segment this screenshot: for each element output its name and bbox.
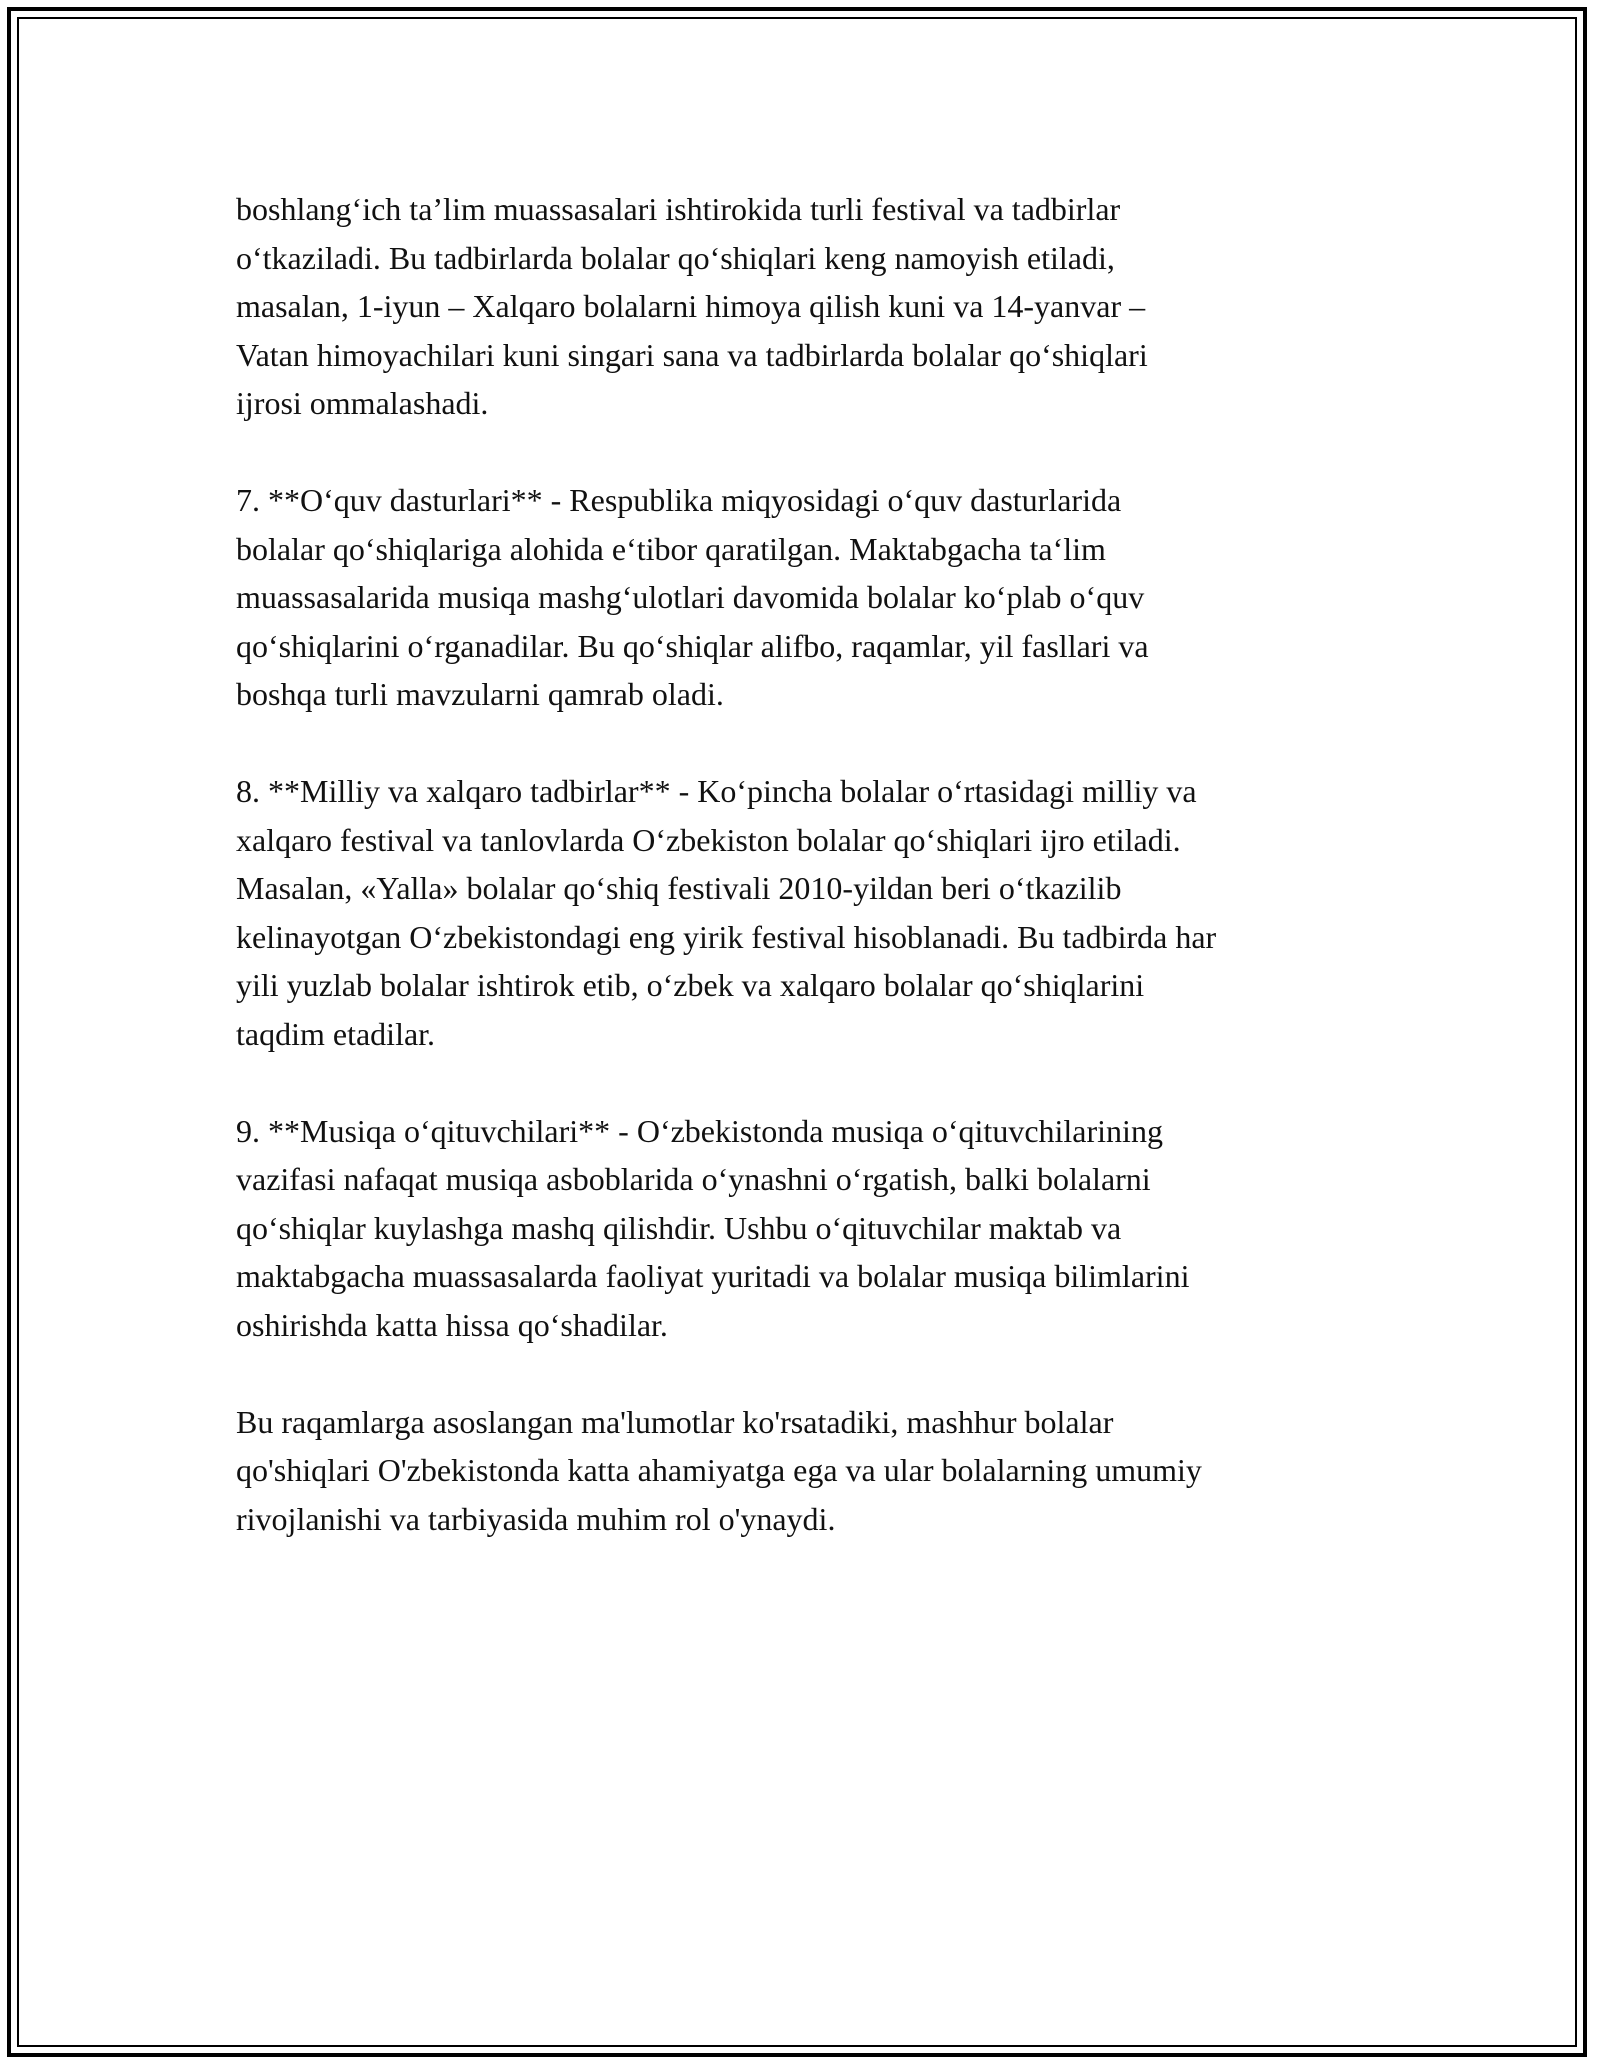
text-line: xalqaro festival va tanlovlarda O‘zbekiston bolalar qo‘shiqlari ijro etiladi. — [236, 821, 1181, 858]
paragraph-item-8 — [236, 767, 1366, 1058]
text-line: vazifasi nafaqat musiqa asboblarida o‘ynashni o‘rgatish, balki bolalarni — [236, 1161, 1151, 1197]
text-line: bolalar qo‘shiqlariga alohida e‘tibor qaratilgan. Maktabgacha ta‘lim — [236, 530, 1106, 567]
text-line: masalan, 1-iyun – Xalqaro bolalarni himoya qilish kuni va 14-yanvar – — [236, 288, 1146, 324]
text-line: rivojlanishi va tarbiyasida muhim rol o'ynaydi. — [236, 1500, 836, 1537]
paragraph-item-7 — [236, 476, 1366, 719]
text-line: muassasalarida musiqa mashg‘ulotlari davomida bolalar ko‘plab o‘quv — [236, 579, 1145, 615]
text-line: kelinayotgan O‘zbekistondagi eng yirik festival hisoblanadi. Bu tadbirda har — [236, 918, 1217, 955]
text-line: Bu raqamlarga asoslangan ma'lumotlar ko'rsatadiki, mashhur bolalar — [236, 1403, 1114, 1440]
paragraph-item-9 — [236, 1107, 1366, 1350]
text-line: ijrosi ommalashadi. — [236, 385, 489, 421]
text-line: yili yuzlab bolalar ishtirok etib, o‘zbek va xalqaro bolalar qo‘shiqlarini — [236, 967, 1145, 1003]
text-line: boshqa turli mavzularni qamrab oladi. — [236, 676, 724, 712]
text-line: qo‘shiqlar kuylashga mashq qilishdir. Ushbu o‘qituvchilar maktab va — [236, 1209, 1122, 1246]
text-line: 7. **O‘quv dasturlari** - Respublika miqyosidagi o‘quv dasturlarida — [236, 482, 1122, 518]
text-line: 9. **Musiqa o‘qituvchilari** - O‘zbekistonda musiqa o‘qituvchilarining — [236, 1112, 1163, 1149]
text-line: qo'shiqlari O'zbekistonda katta ahamiyatga ega va ular bolalarning umumiy — [236, 1452, 1202, 1488]
text-line: o‘tkaziladi. Bu tadbirlarda bolalar qo‘shiqlari keng namoyish etiladi, — [236, 239, 1115, 276]
paragraph-festivals-continued — [236, 185, 1366, 428]
document-body — [236, 185, 1366, 1543]
text-line: maktabgacha muassasalarda faoliyat yuritadi va bolalar musiqa bilimlarini — [236, 1258, 1190, 1294]
text-line: boshlang‘ich ta’lim muassasalari ishtirokida turli festival va tadbirlar — [236, 191, 1121, 227]
text-line: oshirishda katta hissa qo‘shadilar. — [236, 1306, 668, 1343]
paragraph-conclusion — [236, 1398, 1366, 1544]
text-line: taqdim etadilar. — [236, 1015, 436, 1052]
text-line: qo‘shiqlarini o‘rganadilar. Bu qo‘shiqlar alifbo, raqamlar, yil fasllari va — [236, 627, 1149, 664]
text-line: Vatan himoyachilari kuni singari sana va tadbirlarda bolalar qo‘shiqlari — [236, 336, 1148, 373]
text-line: Masalan, «Yalla» bolalar qo‘shiq festivali 2010-yildan beri o‘tkazilib — [236, 870, 1122, 906]
text-line: 8. **Milliy va xalqaro tadbirlar** - Ko‘pincha bolalar o‘rtasidagi milliy va — [236, 773, 1197, 809]
